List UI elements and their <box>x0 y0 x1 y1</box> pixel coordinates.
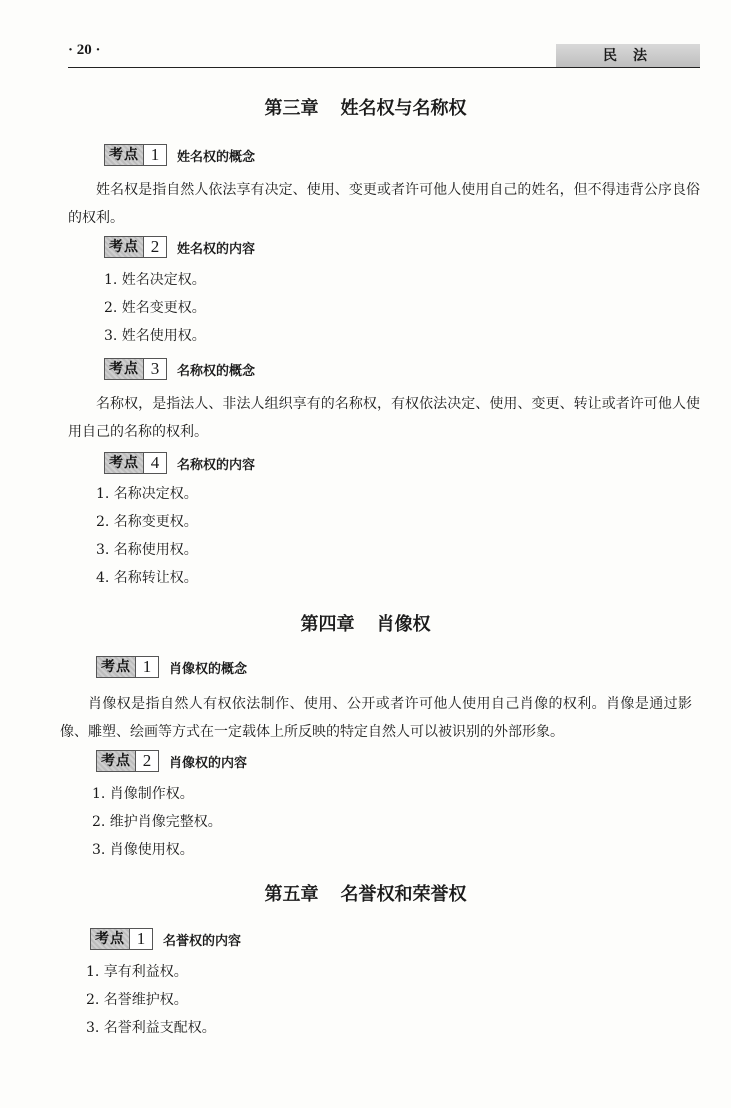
exam-point-title: 肖像权的概念 <box>169 661 248 677</box>
list-item: 1. 名称决定权。 <box>96 486 198 502</box>
exam-point <box>90 928 241 950</box>
page-number: · 20 · <box>68 42 101 58</box>
exam-point-badge: 考点 <box>90 928 130 950</box>
list-item: 1. 姓名决定权。 <box>104 272 206 288</box>
list-item: 2. 姓名变更权。 <box>104 300 206 316</box>
paragraph: 肖像权是指自然人有权依法制作、使用、公开或者许可他人使用自己肖像的权利。肖像是通过影像、雕塑、绘画等方式在一定载体上所反映的特定自然人可以被识别的外部形象。 <box>60 696 692 740</box>
paragraph: 姓名权是指自然人依法享有决定、使用、变更或者许可他人使用自己的姓名，但不得违背公序良俗的权利。 <box>68 182 700 226</box>
list-item: 2. 维护肖像完整权。 <box>92 814 222 830</box>
chapter-heading <box>0 882 731 908</box>
exam-point <box>104 452 255 474</box>
chapter-title: 肖像权 <box>376 614 431 635</box>
list-item: 2. 名誉维护权。 <box>86 992 188 1008</box>
exam-point-badge: 考点 <box>96 656 136 678</box>
exam-point-number: 1 <box>144 144 167 166</box>
list-item: 3. 姓名使用权。 <box>104 328 206 344</box>
list-item: 1. 享有利益权。 <box>86 964 188 980</box>
exam-point-badge: 考点 <box>104 358 144 380</box>
exam-point-badge: 考点 <box>104 236 144 258</box>
exam-point <box>104 144 255 166</box>
exam-point-badge: 考点 <box>104 452 144 474</box>
exam-point-title: 名称权的内容 <box>177 457 256 473</box>
exam-point-number: 3 <box>144 358 167 380</box>
chapter-number: 第五章 <box>264 884 319 905</box>
list-item: 3. 名称使用权。 <box>96 542 198 558</box>
exam-point-badge: 考点 <box>104 144 144 166</box>
exam-point <box>96 750 247 772</box>
exam-point <box>104 358 255 380</box>
exam-point-badge: 考点 <box>96 750 136 772</box>
exam-point-number: 2 <box>136 750 159 772</box>
list-item: 3. 肖像使用权。 <box>92 842 194 858</box>
exam-point-title: 姓名权的内容 <box>177 241 256 257</box>
chapter-number: 第四章 <box>300 614 355 635</box>
exam-point-title: 名誉权的内容 <box>163 933 242 949</box>
exam-point-title: 姓名权的概念 <box>177 149 256 165</box>
chapter-number: 第三章 <box>264 98 319 119</box>
exam-point-title: 名称权的概念 <box>177 363 256 379</box>
exam-point-number: 2 <box>144 236 167 258</box>
running-title: 民法 <box>556 44 700 68</box>
chapter-heading <box>0 96 731 122</box>
chapter-title: 姓名权与名称权 <box>340 98 467 119</box>
list-item: 2. 名称变更权。 <box>96 514 198 530</box>
exam-point-number: 1 <box>130 928 153 950</box>
paragraph: 名称权，是指法人、非法人组织享有的名称权，有权依法决定、使用、变更、转让或者许可他人使用自己的名称的权利。 <box>68 396 700 440</box>
list-item: 3. 名誉利益支配权。 <box>86 1020 216 1036</box>
chapter-heading <box>0 612 731 638</box>
exam-point-number: 4 <box>144 452 167 474</box>
list-item: 4. 名称转让权。 <box>96 570 198 586</box>
page-header <box>68 38 700 68</box>
exam-point <box>96 656 247 678</box>
chapter-title: 名誉权和荣誉权 <box>340 884 467 905</box>
exam-point-title: 肖像权的内容 <box>169 755 248 771</box>
header-rule <box>68 67 700 68</box>
exam-point-number: 1 <box>136 656 159 678</box>
exam-point <box>104 236 255 258</box>
list-item: 1. 肖像制作权。 <box>92 786 194 802</box>
